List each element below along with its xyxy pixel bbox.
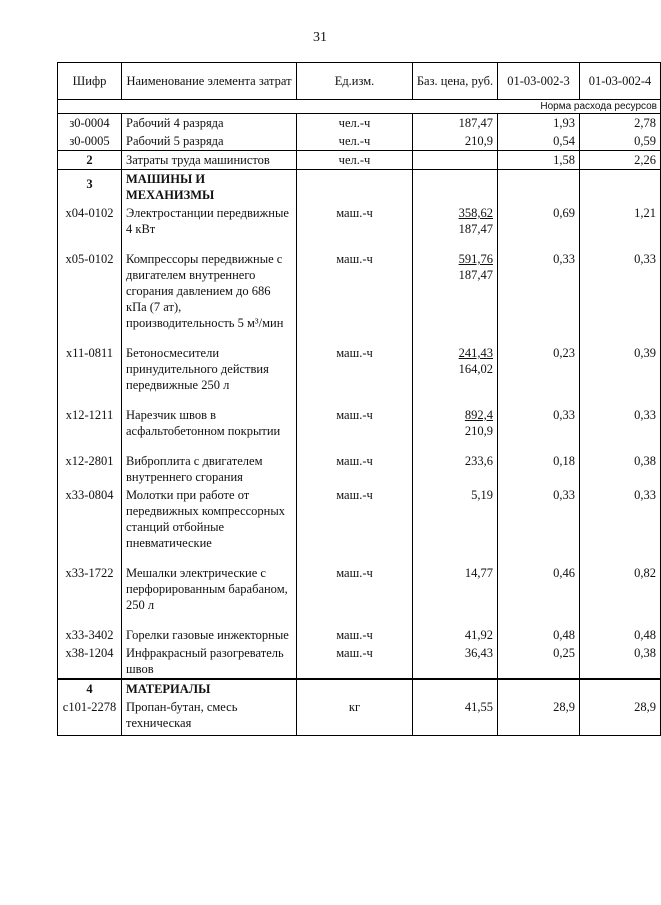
row-unit: маш.-ч <box>297 626 413 644</box>
row-code: х11-0811 <box>58 344 122 406</box>
row-name: Мешалки электрические с перфорированным барабаном, 250 л <box>122 564 297 626</box>
table-row <box>58 564 661 626</box>
row-code: х05-0102 <box>58 250 122 344</box>
section-row <box>58 170 661 205</box>
table-row <box>58 250 661 344</box>
row-name: Бетоносмесители принудительного действия передвижные 250 л <box>122 344 297 406</box>
price-secondary: 164,02 <box>458 362 493 376</box>
row-price: 210,9 <box>413 132 498 151</box>
row-name: Горелки газовые инжекторные <box>122 626 297 644</box>
section-title: МАШИНЫ И МЕХАНИЗМЫ <box>122 170 297 205</box>
row-price: 14,77 <box>413 564 498 626</box>
row-price: 36,43 <box>413 644 498 679</box>
table-row <box>58 452 661 486</box>
row-value-a: 0,25 <box>498 644 580 679</box>
row-value-a: 28,9 <box>498 698 580 736</box>
row-code: х12-1211 <box>58 406 122 452</box>
section-code: 3 <box>58 170 122 205</box>
row-value-b: 1,21 <box>580 204 661 250</box>
row-unit: маш.-ч <box>297 250 413 344</box>
row-value-b: 2,78 <box>580 114 661 133</box>
row-unit: маш.-ч <box>297 204 413 250</box>
row-price <box>413 406 498 452</box>
row-value-a: 0,33 <box>498 406 580 452</box>
page-number: 31 <box>313 30 327 45</box>
row-value-b: 0,33 <box>580 406 661 452</box>
table-row <box>58 626 661 644</box>
row-value-b: 0,59 <box>580 132 661 151</box>
row-name: Молотки при работе от передвижных компрессорных станций отбойные пневматические <box>122 486 297 564</box>
section-code: 4 <box>58 679 122 698</box>
row-code: с101-2278 <box>58 698 122 736</box>
row-value-a: 0,33 <box>498 486 580 564</box>
row-value-b: 0,82 <box>580 564 661 626</box>
row-unit: чел.-ч <box>297 151 413 170</box>
table-row <box>58 204 661 250</box>
resource-table <box>57 62 661 736</box>
row-value-a: 0,69 <box>498 204 580 250</box>
row-price <box>413 151 498 170</box>
row-code: х33-3402 <box>58 626 122 644</box>
table-row <box>58 132 661 151</box>
table-row <box>58 114 661 133</box>
row-name: Затраты труда машинистов <box>122 151 297 170</box>
row-unit: маш.-ч <box>297 344 413 406</box>
row-price: 41,92 <box>413 626 498 644</box>
row-value-b: 0,48 <box>580 626 661 644</box>
row-code: х38-1204 <box>58 644 122 679</box>
price-secondary: 187,47 <box>458 268 493 282</box>
row-code: х04-0102 <box>58 204 122 250</box>
price-main: 892,4 <box>464 408 493 422</box>
header-code: Шифр <box>58 63 122 100</box>
row-unit: чел.-ч <box>297 114 413 133</box>
section-row <box>58 679 661 698</box>
row-value-b: 2,26 <box>580 151 661 170</box>
row-price: 187,47 <box>413 114 498 133</box>
row-price: 41,55 <box>413 698 498 736</box>
row-price <box>413 250 498 344</box>
row-name: Инфракрасный разогреватель швов <box>122 644 297 679</box>
row-name: Виброплита с двигателем внутреннего сгорания <box>122 452 297 486</box>
row-value-a: 0,48 <box>498 626 580 644</box>
table-row <box>58 486 661 564</box>
price-main: 241,43 <box>458 346 493 360</box>
table-header-row <box>58 63 661 100</box>
row-price: 233,6 <box>413 452 498 486</box>
header-col-b: 01-03-002-4 <box>580 63 661 100</box>
row-unit: маш.-ч <box>297 486 413 564</box>
table-row <box>58 698 661 736</box>
row-value-b: 28,9 <box>580 698 661 736</box>
table-row <box>58 151 661 170</box>
row-value-a: 1,58 <box>498 151 580 170</box>
row-code: х33-0804 <box>58 486 122 564</box>
row-unit: маш.-ч <box>297 564 413 626</box>
norm-row <box>58 100 661 114</box>
header-col-a: 01-03-002-3 <box>498 63 580 100</box>
row-value-a: 0,18 <box>498 452 580 486</box>
row-unit: кг <box>297 698 413 736</box>
row-value-b: 0,33 <box>580 486 661 564</box>
header-price: Баз. цена, руб. <box>413 63 498 100</box>
row-name: Нарезчик швов в асфальтобетонном покрытии <box>122 406 297 452</box>
row-unit: чел.-ч <box>297 132 413 151</box>
row-name: Рабочий 5 разряда <box>122 132 297 151</box>
row-value-b: 0,38 <box>580 452 661 486</box>
header-unit: Ед.изм. <box>297 63 413 100</box>
price-secondary: 210,9 <box>464 424 493 438</box>
section-title: МАТЕРИАЛЫ <box>122 679 297 698</box>
table-row <box>58 406 661 452</box>
row-name: Электростанции передвижные 4 кВт <box>122 204 297 250</box>
table-row <box>58 644 661 679</box>
row-value-a: 1,93 <box>498 114 580 133</box>
row-value-b: 0,38 <box>580 644 661 679</box>
row-name: Рабочий 4 разряда <box>122 114 297 133</box>
row-code: з0-0005 <box>58 132 122 151</box>
row-value-b: 0,33 <box>580 250 661 344</box>
row-unit: маш.-ч <box>297 452 413 486</box>
row-value-a: 0,33 <box>498 250 580 344</box>
row-unit: маш.-ч <box>297 406 413 452</box>
row-value-b: 0,39 <box>580 344 661 406</box>
row-code: х33-1722 <box>58 564 122 626</box>
norm-label: Норма расхода ресурсов <box>58 100 661 114</box>
row-price: 5,19 <box>413 486 498 564</box>
row-code: х12-2801 <box>58 452 122 486</box>
row-value-a: 0,46 <box>498 564 580 626</box>
row-unit: маш.-ч <box>297 644 413 679</box>
row-name: Компрессоры передвижные с двигателем внутреннего сгорания давлением до 686 кПа (7 ат), производительность 5 м³/мин <box>122 250 297 344</box>
header-name: Наименование элемента затрат <box>122 63 297 100</box>
row-value-a: 0,54 <box>498 132 580 151</box>
table-row <box>58 344 661 406</box>
row-value-a: 0,23 <box>498 344 580 406</box>
price-secondary: 187,47 <box>458 222 493 236</box>
row-name: Пропан-бутан, смесь техническая <box>122 698 297 736</box>
row-price <box>413 204 498 250</box>
row-code: з0-0004 <box>58 114 122 133</box>
row-price <box>413 344 498 406</box>
price-main: 358,62 <box>458 206 493 220</box>
price-main: 591,76 <box>458 252 493 266</box>
row-code: 2 <box>58 151 122 170</box>
